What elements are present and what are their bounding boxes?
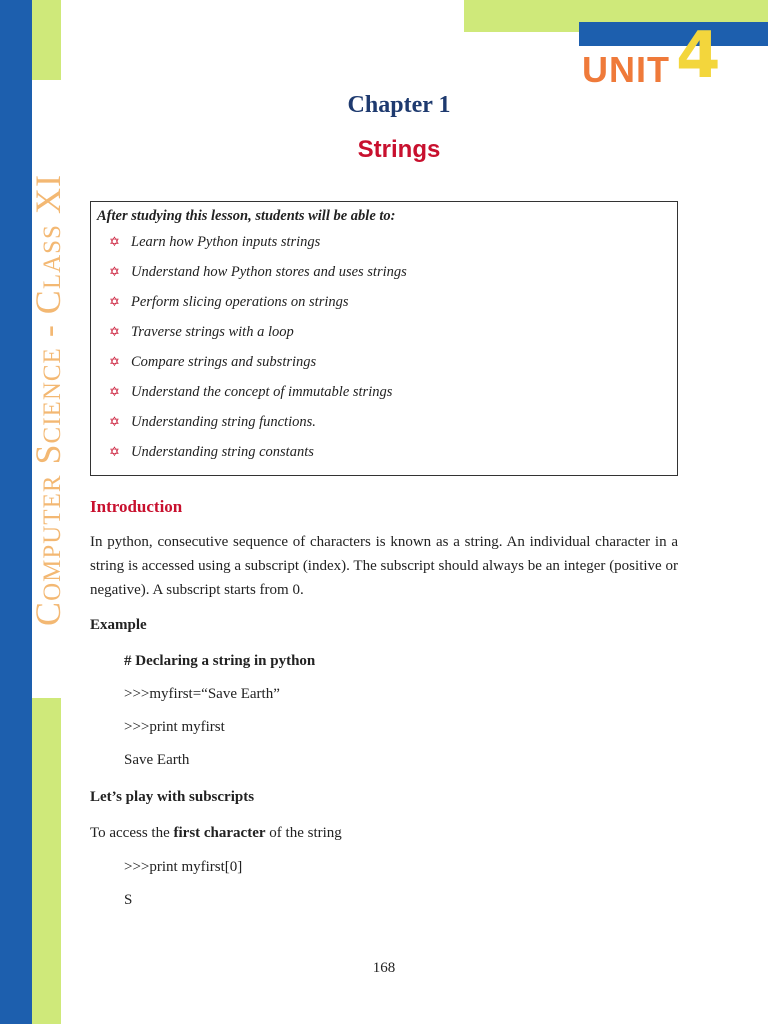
unit-blue-bar <box>579 22 768 46</box>
objectives-list <box>97 232 671 472</box>
side-running-title: Computer Science - Class XI <box>28 174 68 626</box>
code-line: >>>print myfirst <box>124 719 225 735</box>
objective-text: Traverse strings with a loop <box>131 324 294 340</box>
unit-badge <box>582 19 732 98</box>
introduction-paragraph: In python, consecutive sequence of characters is known as a string. An individual character in a string is accessed using a subscript (index). The subscript should always be an integer (positive or negative). A subscript starts from 0. <box>90 534 678 598</box>
star-bullet-icon: ✡ <box>109 354 120 369</box>
objective-item <box>97 382 671 412</box>
objective-item <box>97 352 671 382</box>
code-comment: # Declaring a string in python <box>124 653 316 669</box>
objective-text: Learn how Python inputs strings <box>131 234 321 250</box>
description-bold-text: first character <box>173 825 266 841</box>
objective-item <box>97 232 671 262</box>
star-bullet-icon: ✡ <box>109 234 120 249</box>
objective-text: Perform slicing operations on strings <box>131 294 349 310</box>
description-text: To access the <box>90 825 174 841</box>
objective-text: Understanding string constants <box>131 444 314 460</box>
code-line: >>>myfirst=“Save Earth” <box>124 686 280 702</box>
star-bullet-icon: ✡ <box>109 294 120 309</box>
page-number: 168 <box>372 960 396 976</box>
objective-text: Understand how Python stores and uses strings <box>131 264 407 280</box>
objective-text: Compare strings and substrings <box>131 354 317 370</box>
chapter-title: Strings <box>357 136 441 163</box>
unit-label: UNIT <box>582 49 670 90</box>
side-green-top-block <box>32 0 61 80</box>
code-output: S <box>124 892 133 908</box>
objective-item <box>97 442 671 472</box>
unit-number: 4 <box>676 19 721 93</box>
code-line: >>>print myfirst[0] <box>124 859 243 875</box>
objective-item <box>97 292 671 322</box>
star-bullet-icon: ✡ <box>109 324 120 339</box>
learning-objectives-box <box>90 201 678 476</box>
objective-text: Understanding string functions. <box>131 414 316 430</box>
objective-text: Understand the concept of immutable strings <box>131 384 393 400</box>
example-heading: Example <box>90 617 147 633</box>
description-text: of the string <box>265 825 342 841</box>
objective-item <box>97 412 671 442</box>
star-bullet-icon: ✡ <box>109 264 120 279</box>
objective-item <box>97 262 671 292</box>
subscripts-description <box>90 825 342 842</box>
objective-item <box>97 322 671 352</box>
star-bullet-icon: ✡ <box>109 444 120 459</box>
subscripts-heading: Let’s play with subscripts <box>90 789 255 805</box>
introduction-heading: Introduction <box>90 497 183 516</box>
chapter-label: Chapter 1 <box>347 92 451 118</box>
code-output: Save Earth <box>124 752 190 768</box>
star-bullet-icon: ✡ <box>109 414 120 429</box>
objectives-intro: After studying this lesson, students will be able to: <box>97 208 396 224</box>
star-bullet-icon: ✡ <box>109 384 120 399</box>
